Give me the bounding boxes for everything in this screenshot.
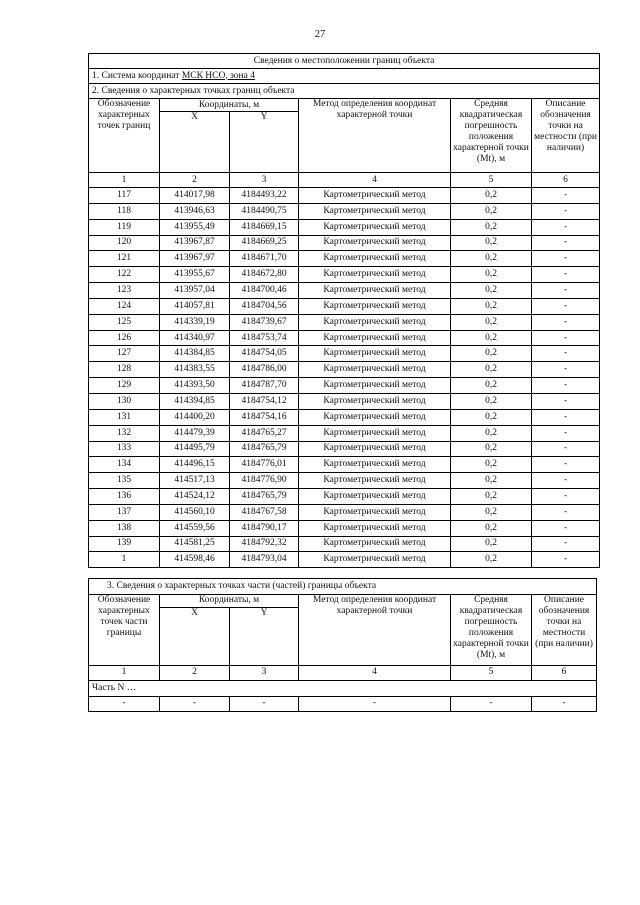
table-cell: - [532,188,600,204]
table-cell: 0,2 [451,203,532,219]
table-cell: 414496,15 [160,457,230,473]
table-cell: 4184754,12 [230,393,299,409]
table-row [89,267,600,283]
table-cell: Картометрический метод [299,520,451,536]
table-cell: 0,2 [451,298,532,314]
table-row [89,298,600,314]
page-number: 27 [314,29,326,40]
table-title: Сведения о местоположении границ объекта [89,54,600,69]
coord-system-name: МСК НСО, зона 4 [181,70,255,81]
part-header-error: Средняя квадратическая погрешность положения характерной точки (Mt), м [451,594,532,665]
table-cell: 414017,98 [160,188,230,204]
table-cell: - [532,504,600,520]
table-row [89,188,600,204]
table-cell: 414384,85 [160,346,230,362]
table-cell: 4184671,70 [230,251,299,267]
table-cell: 4184767,58 [230,504,299,520]
table-cell: 4184739,67 [230,314,299,330]
table-cell: 0,2 [451,283,532,299]
table-cell: 134 [89,457,160,473]
part-empty-row [89,696,597,712]
header-designation: Обозначение характерных точек границ [89,99,160,173]
table-cell: - [299,696,451,712]
column-number: 3 [230,665,299,681]
table-row [89,330,600,346]
table-cell: - [532,441,600,457]
table-cell: 126 [89,330,160,346]
table-cell: 4184765,79 [230,489,299,505]
table-cell: 0,2 [451,393,532,409]
table-cell: 414581,25 [160,536,230,552]
table-row [89,283,600,299]
table-cell: 414339,19 [160,314,230,330]
table-cell: 414394,85 [160,393,230,409]
table-cell: 139 [89,536,160,552]
table-cell: - [532,346,600,362]
part-column-numbers-row [89,665,597,681]
table-cell: - [532,473,600,489]
table-cell: 4184754,16 [230,409,299,425]
table-cell: 4184669,15 [230,219,299,235]
table-cell: Картометрический метод [299,489,451,505]
table-cell: - [532,536,600,552]
column-number: 5 [451,173,532,188]
table-cell: Картометрический метод [299,283,451,299]
table-cell: 413967,97 [160,251,230,267]
table-cell: Картометрический метод [299,346,451,362]
table-cell: 132 [89,425,160,441]
column-number: 4 [299,173,451,188]
part-header-y: Y [230,607,299,665]
table-cell: - [532,330,600,346]
section-3-title: 3. Сведения о характерных точках части (частей) границы объекта [89,579,597,595]
table-cell: Картометрический метод [299,298,451,314]
table-cell: 4184765,27 [230,425,299,441]
table-cell: - [532,219,600,235]
table-cell: - [532,203,600,219]
table-cell: - [532,552,600,568]
table-cell: 124 [89,298,160,314]
table-row [89,536,600,552]
table-cell: 413955,49 [160,219,230,235]
table-row [89,425,600,441]
table-row [89,378,600,394]
column-number: 6 [532,173,600,188]
table-cell: - [532,251,600,267]
table-cell: 0,2 [451,425,532,441]
table-row [89,473,600,489]
table-cell: 121 [89,251,160,267]
table-cell: Картометрический метод [299,219,451,235]
table-cell: - [532,378,600,394]
table-cell: 414393,50 [160,378,230,394]
table-cell: - [532,393,600,409]
table-cell: Картометрический метод [299,393,451,409]
part-header-coordinates: Координаты, м [160,594,299,607]
table-cell: 4184672,80 [230,267,299,283]
table-cell: 0,2 [451,362,532,378]
table-row [89,251,600,267]
table-cell: 125 [89,314,160,330]
header-method: Метод определения координат характерной точки [299,99,451,173]
table-cell: - [532,425,600,441]
boundary-points-table [88,53,600,568]
part-boundary-points-table [88,578,597,712]
table-cell: 413946,63 [160,203,230,219]
table-cell: 414560,10 [160,504,230,520]
column-number: 4 [299,665,451,681]
table-cell: 0,2 [451,473,532,489]
table-cell: Картометрический метод [299,425,451,441]
coord-system-row [89,69,600,84]
column-number: 5 [451,665,532,681]
table-cell: 0,2 [451,378,532,394]
table-cell: 414495,79 [160,441,230,457]
part-header-method: Метод определения координат характерной точки [299,594,451,665]
table-cell: 0,2 [451,219,532,235]
table-row [89,520,600,536]
table-cell: 138 [89,520,160,536]
table-cell: Картометрический метод [299,552,451,568]
table-cell: 118 [89,203,160,219]
column-number: 6 [532,665,597,681]
table-cell: 4184790,17 [230,520,299,536]
table-cell: - [532,457,600,473]
table-cell: 414383,55 [160,362,230,378]
table-row [89,314,600,330]
table-cell: - [532,283,600,299]
table-cell: - [532,409,600,425]
column-number: 2 [160,665,230,681]
table-row [89,362,600,378]
table-cell: 4184793,04 [230,552,299,568]
table-cell: - [230,696,299,712]
table-cell: 414598,46 [160,552,230,568]
table-cell: 1 [89,552,160,568]
table-cell: 0,2 [451,504,532,520]
table-cell: - [532,362,600,378]
table-cell: 122 [89,267,160,283]
table-cell: 128 [89,362,160,378]
table-cell: 414057,81 [160,298,230,314]
table-cell: Картометрический метод [299,362,451,378]
table-cell: 4184776,90 [230,473,299,489]
table-cell: 4184669,25 [230,235,299,251]
table-cell: 413967,87 [160,235,230,251]
table-row [89,346,600,362]
table-cell: 129 [89,378,160,394]
table-row [89,489,600,505]
column-number: 1 [89,665,160,681]
table-row [89,235,600,251]
table-cell: 4184704,56 [230,298,299,314]
table-cell: 4184490,75 [230,203,299,219]
table-cell: 135 [89,473,160,489]
table-cell: - [532,520,600,536]
table-cell: 414524,12 [160,489,230,505]
column-number: 1 [89,173,160,188]
part-header-description: Описание обозначения точки на местности (при наличии) [532,594,597,665]
header-y: Y [230,112,299,173]
table-cell: Картометрический метод [299,441,451,457]
table-cell: Картометрический метод [299,457,451,473]
table-row [89,409,600,425]
table-cell: Картометрический метод [299,473,451,489]
table-cell: 119 [89,219,160,235]
table-cell: 4184493,22 [230,188,299,204]
table-row [89,441,600,457]
table-cell: 136 [89,489,160,505]
table-row [89,457,600,473]
table-cell: Картометрический метод [299,536,451,552]
table-cell: Картометрический метод [299,314,451,330]
table-cell: 0,2 [451,520,532,536]
table-cell: 4184700,46 [230,283,299,299]
table-cell: - [532,235,600,251]
table-cell: 0,2 [451,536,532,552]
table-cell: 0,2 [451,552,532,568]
table-cell: 0,2 [451,314,532,330]
table-cell: 117 [89,188,160,204]
table-cell: - [89,696,160,712]
table-cell: - [532,696,597,712]
table-cell: Картометрический метод [299,330,451,346]
table-row [89,203,600,219]
table-cell: Картометрический метод [299,504,451,520]
table-cell: 414400,20 [160,409,230,425]
table-cell: 413955,67 [160,267,230,283]
table-row [89,393,600,409]
table-cell: 4184776,01 [230,457,299,473]
table-cell: 414340,97 [160,330,230,346]
table-cell: Картометрический метод [299,267,451,283]
table-cell: - [451,696,532,712]
table-cell: 0,2 [451,251,532,267]
table-cell: 413957,04 [160,283,230,299]
header-description: Описание обозначения точки на местности (при наличии) [532,99,600,173]
table-cell: Картометрический метод [299,251,451,267]
table-row [89,219,600,235]
table-cell: Картометрический метод [299,188,451,204]
table-cell: 0,2 [451,441,532,457]
table-cell: 133 [89,441,160,457]
table-cell: Картометрический метод [299,378,451,394]
column-number: 3 [230,173,299,188]
table-cell: 0,2 [451,330,532,346]
column-numbers-row [89,173,600,188]
column-number: 2 [160,173,230,188]
coord-system-prefix: 1. Система координат [92,70,182,81]
part-header-x: X [160,607,230,665]
table-cell: 0,2 [451,457,532,473]
table-cell: 4184754,05 [230,346,299,362]
table-cell: 4184787,70 [230,378,299,394]
header-x: X [160,112,230,173]
table-cell: - [532,267,600,283]
table-cell: - [532,489,600,505]
table-cell: 4184765,79 [230,441,299,457]
table-cell: 414479,39 [160,425,230,441]
table-cell: 0,2 [451,489,532,505]
table-cell: 4184786,00 [230,362,299,378]
table-cell: 0,2 [451,346,532,362]
table-cell: - [160,696,230,712]
header-error: Средняя квадратическая погрешность положения характерной точки (Mt), м [451,99,532,173]
table-cell: 0,2 [451,235,532,251]
table-cell: 137 [89,504,160,520]
table-cell: 414517,13 [160,473,230,489]
table-cell: - [532,314,600,330]
table-cell: Картометрический метод [299,203,451,219]
part-label: Часть N … [89,681,597,697]
header-coordinates: Координаты, м [160,99,299,112]
table-cell: 123 [89,283,160,299]
table-cell: 4184753,74 [230,330,299,346]
table-cell: 127 [89,346,160,362]
table-cell: Картометрический метод [299,235,451,251]
section-2-title: 2. Сведения о характерных точках границ объекта [89,84,600,99]
table-row [89,504,600,520]
table-cell: 0,2 [451,409,532,425]
table-cell: Картометрический метод [299,409,451,425]
table-cell: 120 [89,235,160,251]
table-cell: 130 [89,393,160,409]
table-cell: 414559,56 [160,520,230,536]
part-header-designation: Обозначение характерных точек части границы [89,594,160,665]
table-cell: 0,2 [451,267,532,283]
table-cell: 131 [89,409,160,425]
table-cell: - [532,298,600,314]
table-cell: 0,2 [451,188,532,204]
table-cell: 4184792,32 [230,536,299,552]
table-row [89,552,600,568]
